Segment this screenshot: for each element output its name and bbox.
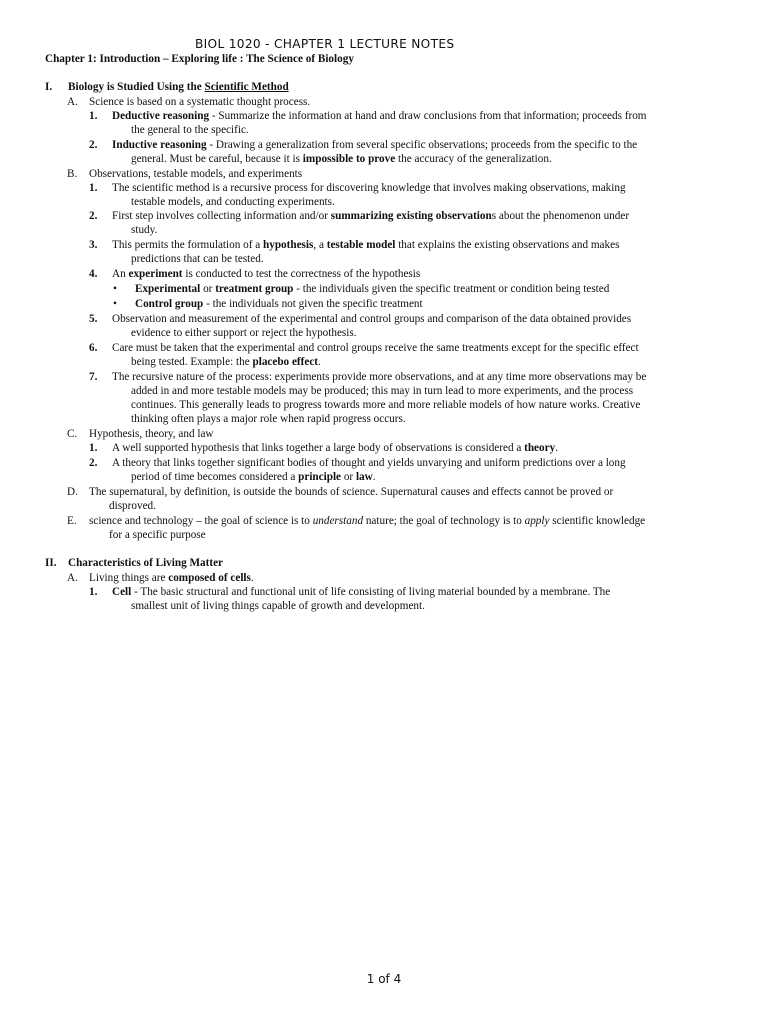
outline-text: Observation and measurement of the experimental and control groups and comparison of the data obtained provides bbox=[112, 313, 632, 325]
outline-label-7: 7. bbox=[89, 371, 98, 383]
outline-label-1: 1. bbox=[89, 586, 98, 598]
section-i-title bbox=[68, 80, 289, 94]
text: is conducted to test the correctness of the hypothesis bbox=[182, 268, 421, 280]
outline-text: Care must be taken that the experimental and control groups receive the same treatments except for the specific effect bbox=[112, 342, 639, 354]
outline-label-4: 4. bbox=[89, 268, 98, 280]
text: nature; the goal of technology is to bbox=[363, 515, 525, 527]
outline-text: The scientific method is a recursive process for discovering knowledge that involves making observations, making bbox=[112, 182, 626, 194]
section-title-text: Biology is Studied Using the bbox=[68, 81, 205, 93]
outline-label-6: 6. bbox=[89, 342, 98, 354]
outline-text: study. bbox=[131, 224, 158, 236]
term: treatment group bbox=[215, 283, 294, 295]
text: - The basic structural and functional unit of life consisting of living material bounded by a membrane. The bbox=[131, 586, 611, 598]
term: testable model bbox=[326, 239, 396, 251]
term: Deductive reasoning bbox=[112, 110, 210, 122]
text: general. Must be careful, because it is bbox=[131, 153, 303, 165]
outline-label-e: E. bbox=[67, 515, 77, 527]
outline-text: continues. This generally leads to progress towards more and more reliable models of how nature works. Creative bbox=[131, 399, 641, 411]
term: composed of cells bbox=[168, 572, 251, 584]
outline-label-1: 1. bbox=[89, 110, 98, 122]
section-ii-number: II. bbox=[45, 557, 57, 569]
text: . bbox=[250, 572, 254, 584]
outline-text: smallest unit of living things capable of growth and development. bbox=[131, 600, 425, 612]
text: - the individuals given the specific treatment or condition being tested bbox=[293, 283, 610, 295]
text: s about the phenomenon under bbox=[491, 210, 630, 222]
term: Cell bbox=[112, 586, 132, 598]
term: law bbox=[355, 471, 373, 483]
bullet-icon: • bbox=[113, 298, 117, 310]
outline-text: The supernatural, by definition, is outside the bounds of science. Supernatural causes and effects cannot be proved or bbox=[89, 486, 614, 498]
outline-text bbox=[112, 209, 629, 223]
term: Inductive reasoning bbox=[112, 139, 207, 151]
text: . bbox=[555, 442, 558, 454]
outline-text bbox=[112, 585, 610, 599]
outline-text bbox=[135, 297, 423, 311]
outline-text bbox=[131, 355, 321, 369]
term: placebo effect bbox=[252, 356, 319, 368]
term: principle bbox=[298, 471, 342, 483]
bullet-icon: • bbox=[113, 283, 117, 295]
outline-text bbox=[135, 282, 609, 296]
chapter-subtitle: Chapter 1: Introduction – Exploring life : The Science of Biology bbox=[45, 53, 354, 65]
outline-text bbox=[89, 571, 254, 585]
term: experiment bbox=[128, 268, 183, 280]
emphasis: understand bbox=[312, 515, 364, 527]
text: . bbox=[372, 471, 376, 483]
outline-label-a: A. bbox=[67, 572, 78, 584]
text: - the individuals not given the specific treatment bbox=[203, 298, 423, 310]
outline-text: evidence to either support or reject the hypothesis. bbox=[131, 327, 357, 339]
text: A well supported hypothesis that links together a large body of observations is considered a bbox=[112, 442, 525, 454]
section-title-underlined: Scientific Method bbox=[204, 81, 289, 93]
outline-text: thinking often plays a major role when rapid progress occurs. bbox=[131, 413, 406, 425]
text: This permits the formulation of a bbox=[112, 239, 263, 251]
section-i-heading bbox=[45, 80, 52, 94]
outline-text bbox=[112, 238, 619, 252]
text: or bbox=[200, 283, 216, 295]
term: Control group bbox=[135, 298, 204, 310]
term: summarizing existing observation bbox=[330, 210, 492, 222]
text: the accuracy of the generalization. bbox=[395, 153, 552, 165]
term: Experimental bbox=[135, 283, 201, 295]
outline-text bbox=[112, 109, 647, 123]
outline-text: The recursive nature of the process: experiments provide more observations, and at any time more observations may be bbox=[112, 371, 647, 383]
text: science and technology – the goal of science is to bbox=[89, 515, 313, 527]
outline-text: added in and more testable models may be produced; this may in turn lead to more experiments, and the process bbox=[131, 385, 634, 397]
text: being tested. Example: the bbox=[131, 356, 253, 368]
text: - Summarize the information at hand and draw conclusions from that information; proceeds from bbox=[209, 110, 647, 122]
document-title: BIOL 1020 - CHAPTER 1 LECTURE NOTES bbox=[195, 37, 455, 51]
outline-text bbox=[112, 441, 558, 455]
text: or bbox=[341, 471, 356, 483]
outline-text: Observations, testable models, and experiments bbox=[89, 168, 303, 180]
outline-label-2: 2. bbox=[89, 210, 98, 222]
text: scientific knowledge bbox=[549, 515, 646, 527]
text: Living things are bbox=[89, 572, 169, 584]
outline-label-a: A. bbox=[67, 96, 78, 108]
text: - Drawing a generalization from several specific observations; proceeds from the specific to the bbox=[206, 139, 638, 151]
term: impossible to prove bbox=[302, 153, 396, 165]
outline-label-2: 2. bbox=[89, 139, 98, 151]
outline-text: Hypothesis, theory, and law bbox=[89, 428, 214, 440]
outline-label-1: 1. bbox=[89, 442, 98, 454]
section-number: I. bbox=[45, 81, 53, 93]
outline-text bbox=[112, 267, 420, 281]
text: . bbox=[318, 356, 321, 368]
outline-text bbox=[89, 514, 645, 528]
outline-text: predictions that can be tested. bbox=[131, 253, 264, 265]
outline-label-b: B. bbox=[67, 168, 78, 180]
text: period of time becomes considered a bbox=[131, 471, 299, 483]
section-ii-title: Characteristics of Living Matter bbox=[68, 557, 224, 569]
outline-label-2: 2. bbox=[89, 457, 98, 469]
outline-text: Science is based on a systematic thought process. bbox=[89, 96, 311, 108]
emphasis: apply bbox=[524, 515, 550, 527]
outline-label-c: C. bbox=[67, 428, 78, 440]
page-number: 1 of 4 bbox=[366, 972, 402, 986]
outline-text: for a specific purpose bbox=[109, 529, 206, 541]
outline-label-d: D. bbox=[67, 486, 78, 498]
outline-text: testable models, and conducting experiments. bbox=[131, 196, 335, 208]
outline-label-1: 1. bbox=[89, 182, 98, 194]
text: An bbox=[112, 268, 129, 280]
outline-label-5: 5. bbox=[89, 313, 98, 325]
outline-text: the general to the specific. bbox=[131, 124, 249, 136]
outline-text: disproved. bbox=[109, 500, 156, 512]
term: theory bbox=[524, 442, 556, 454]
outline-text bbox=[131, 152, 552, 166]
outline-text bbox=[112, 138, 637, 152]
term: hypothesis bbox=[263, 239, 314, 251]
text: First step involves collecting information and/or bbox=[112, 210, 331, 222]
outline-label-3: 3. bbox=[89, 239, 98, 251]
text: that explains the existing observations and makes bbox=[395, 239, 620, 251]
outline-text: A theory that links together significant bodies of thought and yields unvarying and uniform predictions over a long bbox=[112, 457, 626, 469]
text: , a bbox=[313, 239, 327, 251]
outline-text bbox=[131, 470, 376, 484]
